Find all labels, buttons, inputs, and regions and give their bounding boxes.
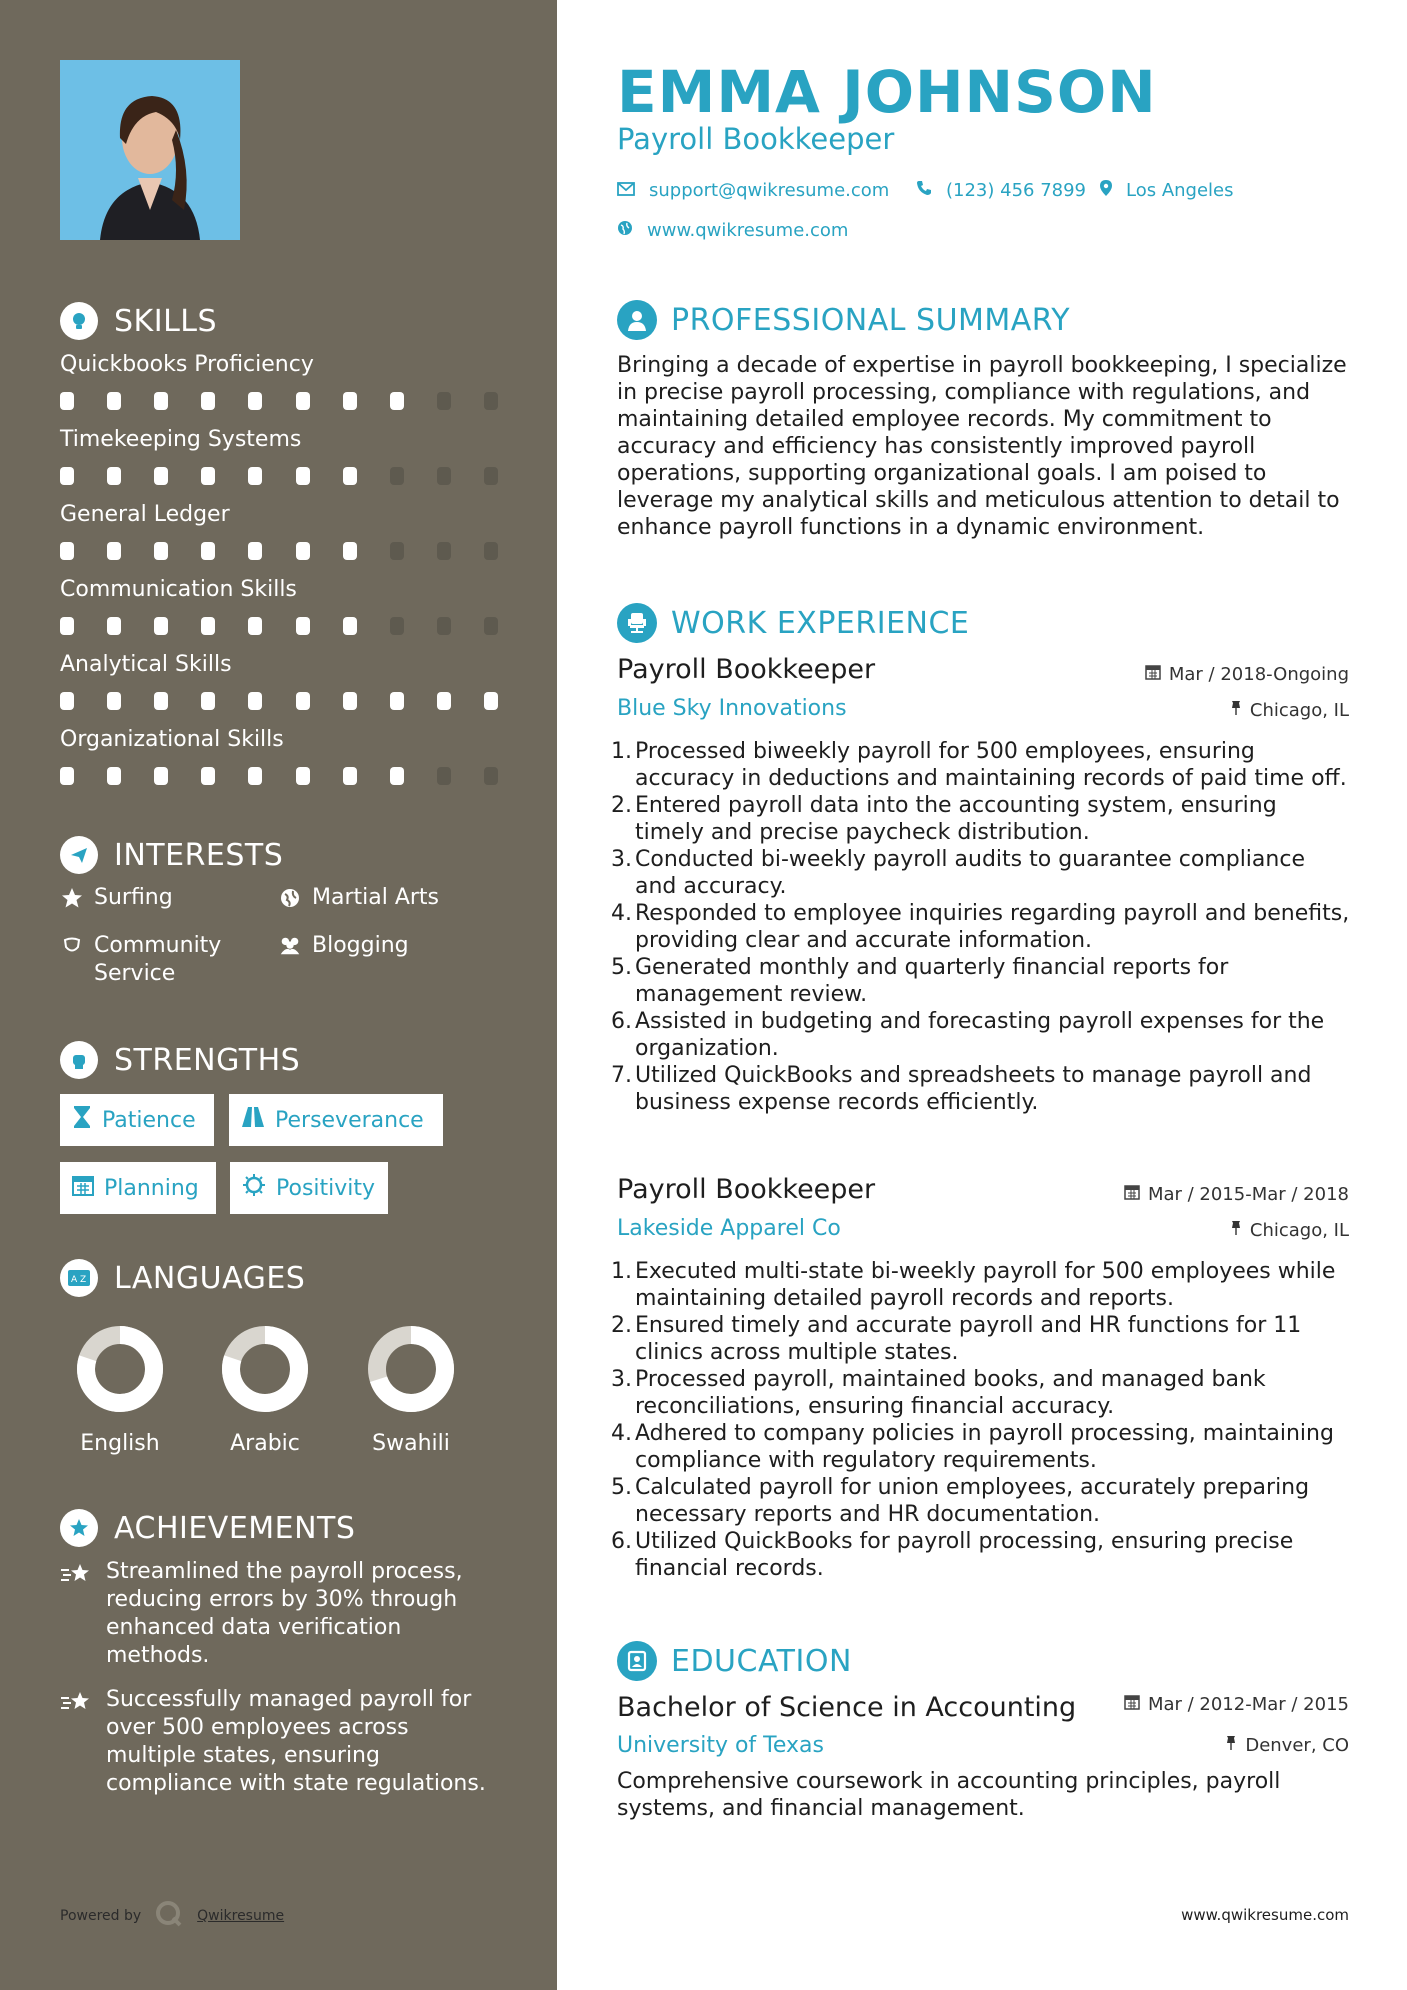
interest-item: Blogging <box>278 932 508 960</box>
rating-dot <box>484 692 498 710</box>
skill-item <box>60 727 500 785</box>
candidate-title: Payroll Bookkeeper <box>617 122 895 156</box>
bullet-text: Conducted bi-weekly payroll audits to guarantee compliance and accuracy. <box>635 847 1305 899</box>
interest-item: Martial Arts <box>278 884 508 912</box>
strength-tag: Patience <box>60 1094 214 1146</box>
rating-dot <box>201 467 215 485</box>
trophy-icon <box>60 1509 98 1547</box>
phone-icon <box>916 180 932 201</box>
rating-dot <box>343 467 357 485</box>
job-dates: Mar / 2018-Ongoing <box>1145 664 1349 685</box>
bullet-text: Entered payroll data into the accounting system, ensuring timely and precise paycheck distribution. <box>635 793 1277 845</box>
skills-heading <box>60 302 217 340</box>
rating-dot <box>484 392 498 410</box>
rating-dot <box>437 692 451 710</box>
skills-title: SKILLS <box>114 303 218 339</box>
job-bullets <box>611 738 1351 1116</box>
achievements-title: ACHIEVEMENTS <box>114 1510 356 1546</box>
skill-name: General Ledger <box>60 502 230 527</box>
calendar-icon <box>72 1174 94 1202</box>
map-pin-icon <box>1100 180 1112 201</box>
job-bullet <box>611 954 1351 1008</box>
languages-heading <box>60 1259 305 1297</box>
rating-dot <box>248 392 262 410</box>
skill-item <box>60 427 500 485</box>
rating-dot <box>107 467 121 485</box>
education-dates: Mar / 2012-Mar / 2015 <box>1124 1694 1349 1715</box>
company-name: Blue Sky Innovations <box>617 696 847 721</box>
pushpin-icon <box>1230 1220 1242 1241</box>
skill-rating <box>60 542 498 560</box>
education-description: Comprehensive coursework in accounting principles, payroll systems, and financial management. <box>617 1769 1281 1821</box>
rating-dot <box>484 467 498 485</box>
rating-dot <box>296 692 310 710</box>
rating-dot <box>343 617 357 635</box>
rating-dot <box>60 617 74 635</box>
job-title: Payroll Bookkeeper <box>617 1174 876 1205</box>
rating-dot <box>390 542 404 560</box>
rating-dot <box>437 617 451 635</box>
rating-dot <box>296 467 310 485</box>
company-name: Lakeside Apparel Co <box>617 1216 841 1241</box>
job-bullet <box>611 792 1351 846</box>
job-dates: Mar / 2015-Mar / 2018 <box>1124 1184 1349 1205</box>
job-bullet <box>611 1062 1351 1116</box>
bullet-text: Executed multi-state bi-weekly payroll for 500 employees while maintaining detailed payroll records and reports. <box>635 1259 1336 1311</box>
email-contact[interactable]: support@qwikresume.com <box>617 180 889 201</box>
candidate-name: EMMA JOHNSON <box>617 58 1157 126</box>
job-location: Chicago, IL <box>1230 700 1349 721</box>
interest-item: Community Service <box>60 932 260 988</box>
bullet-number: 7. <box>611 1063 632 1088</box>
bullet-text: Responded to employee inquiries regarding payroll and benefits, providing clear and accurate information. <box>635 901 1350 953</box>
bullet-text: Calculated payroll for union employees, accurately preparing necessary reports and HR documentation. <box>635 1475 1310 1527</box>
rating-dot <box>248 617 262 635</box>
rating-dot <box>154 617 168 635</box>
rating-dot <box>60 767 74 785</box>
rating-dot <box>248 467 262 485</box>
rating-dot <box>390 617 404 635</box>
bullet-text: Assisted in budgeting and forecasting payroll expenses for the organization. <box>635 1009 1325 1061</box>
paper-plane-icon <box>60 836 98 874</box>
education-location: Denver, CO <box>1225 1735 1349 1756</box>
rating-dot <box>60 467 74 485</box>
job-bullets <box>611 1258 1351 1582</box>
language-icon <box>60 1259 98 1297</box>
rating-dot <box>390 467 404 485</box>
job-title: Payroll Bookkeeper <box>617 654 876 685</box>
job-bullet <box>611 738 1351 792</box>
language-name: English <box>80 1431 160 1456</box>
rating-dot <box>390 692 404 710</box>
skill-name: Timekeeping Systems <box>60 427 302 452</box>
job-bullet <box>611 1474 1351 1528</box>
achievement-item: Successfully managed payroll for over 500 employees across multiple states, ensuring compliance with state regulations. <box>60 1686 500 1798</box>
language-name: Swahili <box>372 1431 450 1456</box>
sidebar <box>0 0 557 1990</box>
rating-dot <box>484 767 498 785</box>
rating-dot <box>296 767 310 785</box>
svg-text:Z: Z <box>80 1275 87 1285</box>
rating-dot <box>248 767 262 785</box>
skill-rating <box>60 467 498 485</box>
skill-rating <box>60 617 498 635</box>
bullet-number: 3. <box>611 847 632 872</box>
profile-photo <box>60 60 240 240</box>
language-item <box>205 1325 325 1456</box>
language-name: Arabic <box>230 1431 300 1456</box>
bullet-number: 6. <box>611 1529 632 1554</box>
skill-name: Organizational Skills <box>60 727 284 752</box>
rating-dot <box>107 617 121 635</box>
rating-dot <box>390 392 404 410</box>
language-level-ring <box>367 1325 455 1413</box>
bullet-text: Ensured timely and accurate payroll and HR functions for 11 clinics across multiple states. <box>635 1313 1302 1365</box>
rating-dot <box>343 542 357 560</box>
language-level-ring <box>76 1325 164 1413</box>
job-bullet <box>611 900 1351 954</box>
education-heading: EDUCATION <box>617 1641 852 1681</box>
bullet-number: 2. <box>611 1313 632 1338</box>
fist-icon <box>60 1041 98 1079</box>
interest-item: Surfing <box>60 884 260 912</box>
strength-tag: Planning <box>60 1162 216 1214</box>
road-icon <box>241 1106 265 1134</box>
bullet-number: 6. <box>611 1009 632 1034</box>
language-item <box>351 1325 471 1456</box>
job-bullet <box>611 1420 1351 1474</box>
rating-dot <box>201 392 215 410</box>
strength-tag: Perseverance <box>229 1094 443 1146</box>
job-bullet <box>611 1528 1351 1582</box>
language-item <box>60 1325 180 1456</box>
rating-dot <box>437 767 451 785</box>
rating-dot <box>296 617 310 635</box>
language-level-ring <box>221 1325 309 1413</box>
job-bullet <box>611 1008 1351 1062</box>
rating-dot <box>343 767 357 785</box>
skill-rating <box>60 392 498 410</box>
rating-dot <box>154 767 168 785</box>
hourglass-icon <box>72 1105 92 1135</box>
strengths-heading <box>60 1041 300 1079</box>
job-bullet <box>611 846 1351 900</box>
sun-icon <box>242 1173 266 1203</box>
rating-dot <box>201 617 215 635</box>
powered-by: Powered by Qwikresume <box>60 1900 284 1932</box>
qwikresume-link[interactable]: Qwikresume <box>197 1908 285 1924</box>
website-contact[interactable]: www.qwikresume.com <box>617 220 848 241</box>
summary-text: Bringing a decade of expertise in payroll bookkeeping, I specialize in precise payroll processing, compliance with regulations, and maintaining detailed employee records. My commitment to accuracy and efficiency has consistently improved payroll operations, supporting organizational goals. I am poised to leverage my analytical skills and meticulous attention to detail to enhance payroll functions in a dynamic environment. <box>617 353 1347 540</box>
bullet-text: Generated monthly and quarterly financial reports for management review. <box>635 955 1229 1007</box>
star-burst-icon <box>60 1686 94 1798</box>
skill-item <box>60 577 500 635</box>
interests-title: INTERESTS <box>114 837 284 873</box>
rating-dot <box>107 392 121 410</box>
job-location: Chicago, IL <box>1230 1220 1349 1241</box>
rating-dot <box>60 692 74 710</box>
rating-dot <box>343 692 357 710</box>
skill-name: Analytical Skills <box>60 652 232 677</box>
interests-heading <box>60 836 283 874</box>
bullet-number: 2. <box>611 793 632 818</box>
bullet-number: 5. <box>611 955 632 980</box>
skill-item <box>60 502 500 560</box>
rating-dot <box>248 692 262 710</box>
globe-icon <box>617 220 633 241</box>
calendar-icon <box>1124 1694 1140 1715</box>
phone-contact: (123) 456 7899 <box>916 180 1086 201</box>
bullet-number: 1. <box>611 739 632 764</box>
rating-dot <box>437 542 451 560</box>
footer-url[interactable]: www.qwikresume.com <box>1181 1906 1349 1924</box>
rating-dot <box>60 542 74 560</box>
achievement-item: Streamlined the payroll process, reducing errors by 30% through enhanced data verification methods. <box>60 1558 500 1670</box>
bullet-number: 1. <box>611 1259 632 1284</box>
bullet-text: Utilized QuickBooks and spreadsheets to manage payroll and business expense records efficiently. <box>635 1063 1312 1115</box>
achievements-heading <box>60 1509 355 1547</box>
bullet-text: Processed biweekly payroll for 500 employees, ensuring accuracy in deductions and maintaining records of paid time off. <box>635 739 1347 791</box>
rating-dot <box>201 692 215 710</box>
languages-title: LANGUAGES <box>114 1260 306 1296</box>
rating-dot <box>201 542 215 560</box>
job-bullet <box>611 1366 1351 1420</box>
skill-rating <box>60 767 498 785</box>
rating-dot <box>484 542 498 560</box>
job-bullet <box>611 1312 1351 1366</box>
rating-dot <box>484 617 498 635</box>
bullet-text: Utilized QuickBooks for payroll processing, ensuring precise financial records. <box>635 1529 1294 1581</box>
graduation-icon <box>617 1641 657 1681</box>
degree-title: Bachelor of Science in Accounting <box>617 1692 1077 1723</box>
star-icon <box>60 884 84 912</box>
job-bullet <box>611 1258 1351 1312</box>
rating-dot <box>248 542 262 560</box>
globe-icon <box>278 884 302 912</box>
rating-dot <box>154 692 168 710</box>
rating-dot <box>154 467 168 485</box>
rating-dot <box>107 542 121 560</box>
rating-dot <box>437 467 451 485</box>
summary-heading: PROFESSIONAL SUMMARY <box>617 300 1070 340</box>
envelope-icon <box>617 180 635 201</box>
rating-dot <box>343 392 357 410</box>
experience-heading: WORK EXPERIENCE <box>617 603 969 643</box>
school-name: University of Texas <box>617 1733 824 1758</box>
shield-icon <box>60 932 84 960</box>
bullet-text: Processed payroll, maintained books, and managed bank reconciliations, ensuring financial accuracy. <box>635 1367 1266 1419</box>
pushpin-icon <box>1225 1735 1237 1756</box>
bullet-number: 4. <box>611 901 632 926</box>
rating-dot <box>296 392 310 410</box>
rating-dot <box>154 392 168 410</box>
rating-dot <box>107 692 121 710</box>
bullet-text: Adhered to company policies in payroll processing, maintaining compliance with regulatory requirements. <box>635 1421 1334 1473</box>
skill-name: Communication Skills <box>60 577 297 602</box>
users-icon <box>278 932 302 960</box>
bullet-number: 3. <box>611 1367 632 1392</box>
skill-item <box>60 652 500 710</box>
skill-item <box>60 352 500 410</box>
calendar-icon <box>1145 664 1161 685</box>
rating-dot <box>154 542 168 560</box>
svg-text:A: A <box>71 1275 78 1285</box>
rating-dot <box>390 767 404 785</box>
skill-name: Quickbooks Proficiency <box>60 352 314 377</box>
pushpin-icon <box>1230 700 1242 721</box>
user-icon <box>617 300 657 340</box>
bullet-number: 4. <box>611 1421 632 1446</box>
bullet-number: 5. <box>611 1475 632 1500</box>
rating-dot <box>296 542 310 560</box>
rating-dot <box>437 392 451 410</box>
strength-tag: Positivity <box>230 1162 388 1214</box>
location-contact: Los Angeles <box>1100 180 1234 201</box>
strengths-title: STRENGTHS <box>114 1042 301 1078</box>
rating-dot <box>60 392 74 410</box>
office-chair-icon <box>617 603 657 643</box>
rating-dot <box>201 767 215 785</box>
lightbulb-icon <box>60 302 98 340</box>
skill-rating <box>60 692 498 710</box>
qwikresume-logo-icon <box>155 1900 183 1932</box>
rating-dot <box>107 767 121 785</box>
calendar-icon <box>1124 1184 1140 1205</box>
star-burst-icon <box>60 1558 94 1670</box>
